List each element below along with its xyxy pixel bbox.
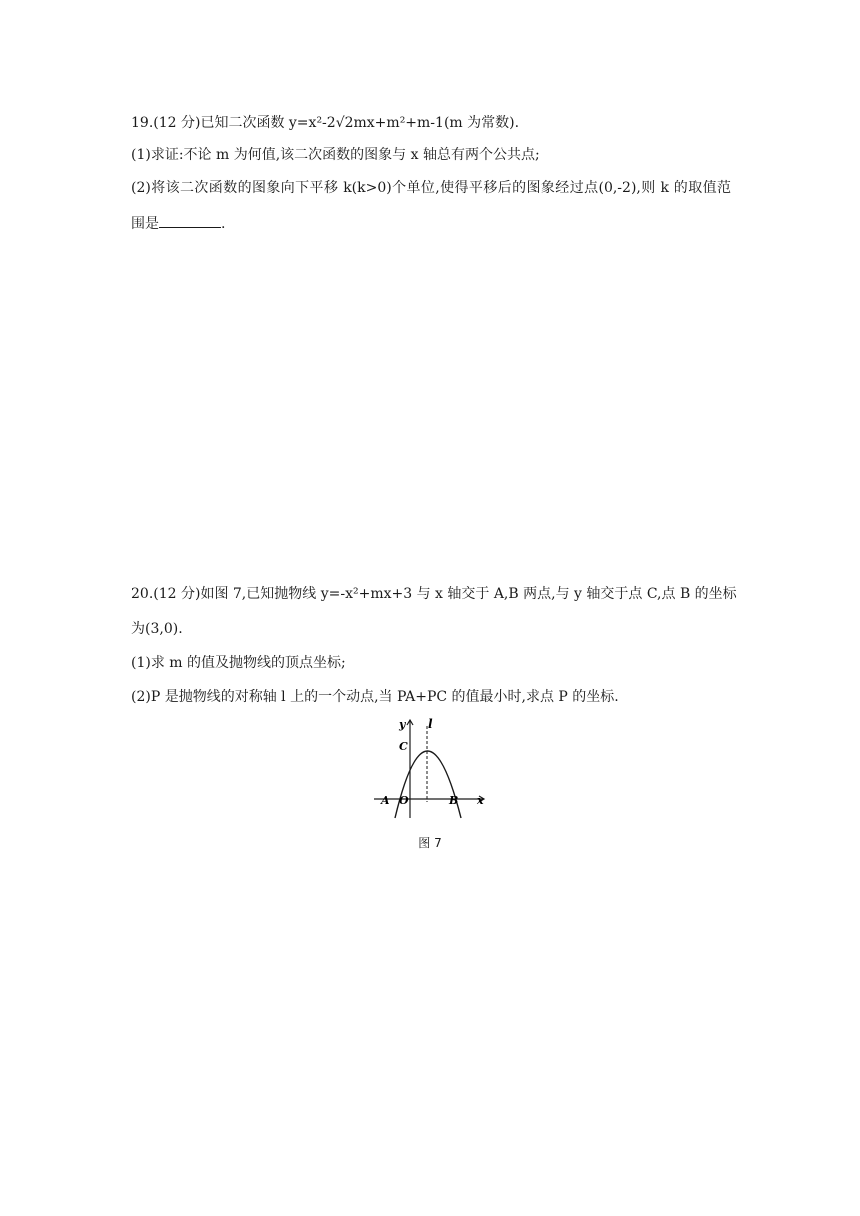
label-C: C <box>399 740 408 753</box>
label-x: x <box>477 794 484 807</box>
label-B: B <box>449 794 459 807</box>
parabola-figure <box>368 714 492 822</box>
parabola-graph <box>368 714 492 822</box>
q20-part1: (1)求 m 的值及抛物线的顶点坐标; <box>131 655 346 671</box>
q19-part2-prefix: 围是 <box>131 216 159 232</box>
label-O: O <box>399 794 409 807</box>
q19-stem: 19.(12 分)已知二次函数 y=x²-2√2mx+m²+m-1(m 为常数). <box>131 115 520 131</box>
label-A: A <box>381 794 390 807</box>
parabola-curve <box>395 751 461 818</box>
q19-part2-suffix: . <box>221 216 226 232</box>
label-y: y <box>399 718 406 731</box>
answer-blank <box>159 213 221 228</box>
q20-stem-line1: 20.(12 分)如图 7,已知抛物线 y=-x²+mx+3 与 x 轴交于 A,B 两点,与 y 轴交于点 C,点 B 的坐标 <box>131 586 737 602</box>
q19-part2-line1: (2)将该二次函数的图象向下平移 k(k>0)个单位,使得平移后的图象经过点(0,-2),则 k 的取值范 <box>131 180 731 196</box>
label-l: l <box>428 717 433 731</box>
q19-part1: (1)求证:不论 m 为何值,该二次函数的图象与 x 轴总有两个公共点; <box>131 147 540 163</box>
figure-caption: 图 7 <box>418 836 442 850</box>
q20-part2: (2)P 是抛物线的对称轴 l 上的一个动点,当 PA+PC 的值最小时,求点 P 的坐标. <box>131 689 619 705</box>
q20-stem-line2: 为(3,0). <box>131 621 183 637</box>
q19-part2-line2 <box>131 213 731 234</box>
